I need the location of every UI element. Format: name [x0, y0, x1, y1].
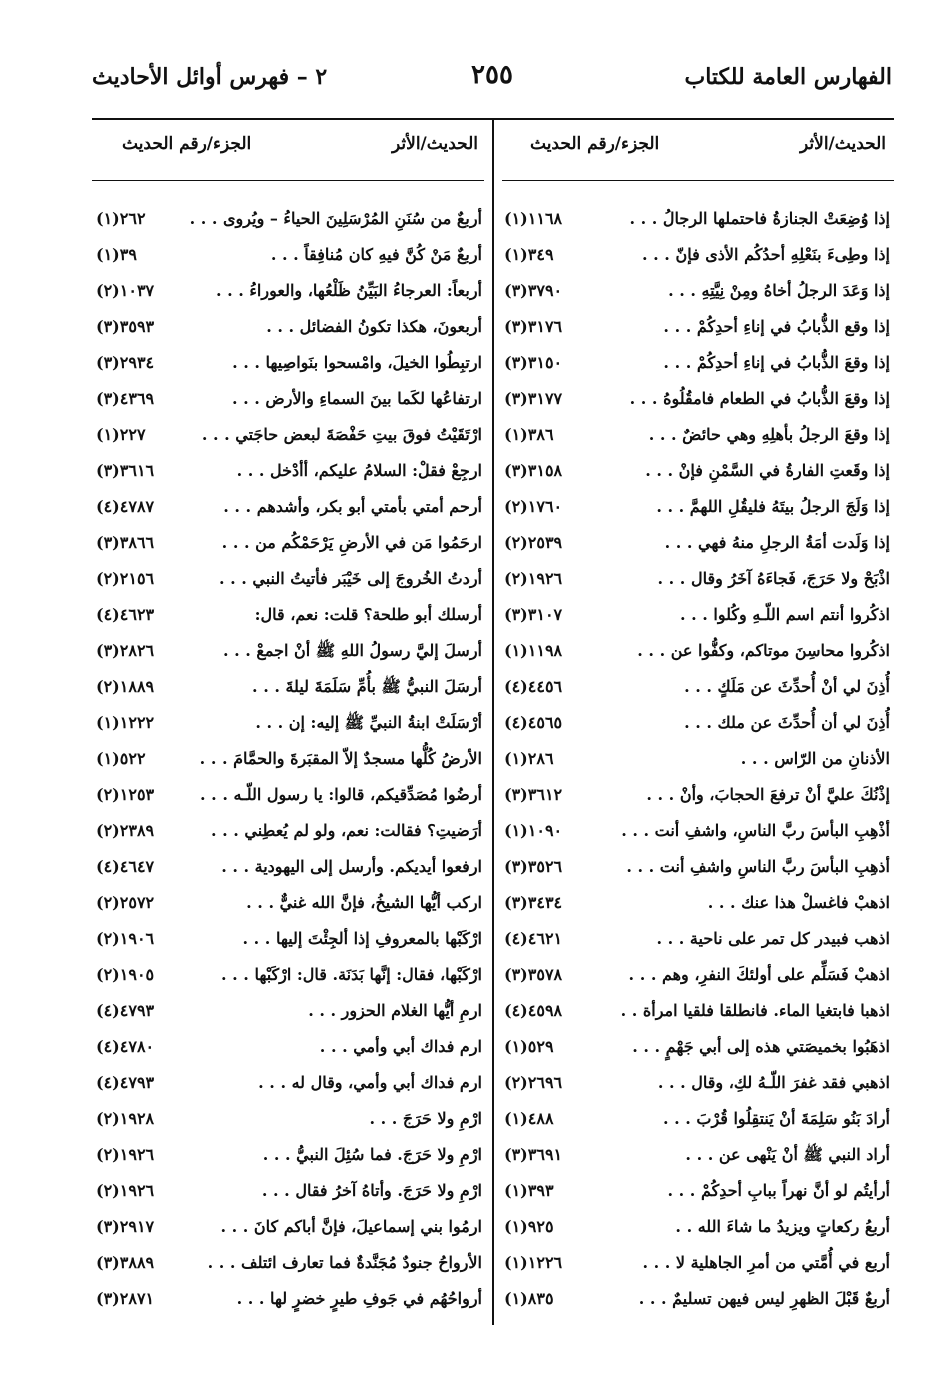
hadith-text: ارْكَبْها بالمعروفِ إذا ألجِئْتَ إليها . . . [242, 929, 482, 948]
volume-hadith-number: (١)١١٦٨ [504, 202, 596, 236]
hadith-text: أربعٌ من سُنَنِ المُرْسَلِينَ الحياءُ – ويُروى . . . [189, 209, 482, 228]
hadith-text: أربعونَ، هكذا تكونُ الفضائل . . . [266, 317, 482, 336]
hadith-text: أرسلَ إليَّ رسولُ اللهِ ﷺ أنْ اجمعْ . . . [222, 641, 482, 660]
hadith-entry [94, 1282, 486, 1318]
reference-column-label: الجزء/رقم الحديث [530, 134, 660, 154]
hadith-entry [94, 274, 486, 310]
hadith-entry [502, 1102, 894, 1138]
right-column [502, 128, 894, 1318]
hadith-entry [502, 1246, 894, 1282]
hadith-entry [502, 850, 894, 886]
hadith-entry [502, 562, 894, 598]
hadith-text: إذْنُكَ عليَّ أنْ ترفعَ الحجابَ، وأنْ . . . [646, 785, 890, 804]
volume-hadith-number: (٣)٣١٥٨ [504, 454, 596, 488]
volume-hadith-number: (٣)٣٥٩٣ [96, 310, 188, 344]
page-number: ٢٥٥ [471, 60, 513, 90]
volume-hadith-number: (٢)١٩٠٥ [96, 958, 188, 992]
hadith-text: الأرضُ كُلُّها مسجدٌ إلاّ المقبَرةَ والحمَّامَ . . . [199, 749, 482, 768]
hadith-text: ارمُوا بني إسماعيلَ، فإنَّ أباكم كانَ . . . [220, 1217, 482, 1236]
hadith-entry [94, 670, 486, 706]
hadith-entry [502, 1138, 894, 1174]
volume-hadith-number: (١)١١٩٨ [504, 634, 596, 668]
hadith-text: ارْتَقَيْتُ فوقَ بيتِ حَفْصَةَ لبعض حاجَتي . . . [201, 425, 482, 444]
hadith-text: إذا وقعَ الرجلُ بأهلِهِ وهي حائضٌ . . . [648, 425, 890, 444]
hadith-text: إذا وَلَجَ الرجلُ بيتَهُ فليقُلِ اللهمَّ . . . [656, 497, 890, 516]
hadith-entry [502, 634, 894, 670]
hadith-entry [502, 778, 894, 814]
column-header [94, 128, 486, 168]
hadith-entry [502, 886, 894, 922]
volume-hadith-number: (٤)٤٦٤٧ [96, 850, 188, 884]
index-title: ٢ – فهرس أوائل الأحاديث [92, 64, 328, 90]
hadith-entry [502, 238, 894, 274]
hadith-entry [502, 418, 894, 454]
volume-hadith-number: (٤)٤٤٥٦ [504, 670, 596, 704]
hadith-list [502, 202, 894, 1318]
hadith-text: ارمِ أيُّها الغلام الحزور . . . [308, 1001, 482, 1020]
hadith-text: أربع في أُمَّتي من أمرِ الجاهلية لا . . . [642, 1253, 890, 1272]
volume-hadith-number: (٢)١٨٨٩ [96, 670, 188, 704]
hadith-text: ارْمِ ولا حَرَجَ . . . [369, 1109, 482, 1128]
volume-hadith-number: (٢)١٩٢٨ [96, 1102, 188, 1136]
volume-hadith-number: (١)٢٨٦ [504, 742, 596, 776]
hadith-entry [502, 526, 894, 562]
volume-hadith-number: (٢)١٩٠٦ [96, 922, 188, 956]
hadith-text: إذا وقعَ الذُّبابُ في إناءِ أحدِكُمْ . . . [663, 353, 890, 372]
volume-hadith-number: (٢)١٢٥٣ [96, 778, 188, 812]
hadith-text: أرضُوا مُصَدِّقيكم، قالوا: يا رسول اللّـه . . . [200, 785, 482, 804]
hadith-entry [94, 1030, 486, 1066]
volume-hadith-number: (١)٩٢٥ [504, 1210, 596, 1244]
hadith-text: ارتفاعُها لكَما بينَ السماءِ والأرض . . . [232, 389, 482, 408]
hadith-text: اذهبْ فَسَلِّم على أولئكَ النفرِ، وهم . . . [628, 965, 890, 984]
volume-hadith-number: (٣)٣١٧٧ [504, 382, 596, 416]
hadith-text: أُذِنَ لي أن أُحدِّثَ عن ملك . . . [684, 713, 890, 732]
hadith-entry [502, 1066, 894, 1102]
column-header [502, 128, 894, 168]
hadith-entry [502, 706, 894, 742]
hadith-entry [502, 922, 894, 958]
reference-column-label: الجزء/رقم الحديث [122, 134, 252, 154]
volume-hadith-number: (٣)٣٦١٢ [504, 778, 596, 812]
hadith-entry [94, 562, 486, 598]
volume-hadith-number: (١)٥٢٩ [504, 1030, 596, 1064]
volume-hadith-number: (٢)٢٥٣٩ [504, 526, 596, 560]
hadith-entry [502, 742, 894, 778]
hadith-text: إذا وقعَ الذُّبابُ في الطعام فامقُلُوهُ . . . [629, 389, 890, 408]
column-divider [492, 120, 494, 1325]
hadith-text: أراد النبي ﷺ أنْ يَنْهى عن . . . [685, 1145, 890, 1164]
hadith-text: أردتُ الخُروجَ إلى خَيْبَر فأتيتُ النبي . . . [218, 569, 482, 588]
hadith-text: أربعُ ركعاتٍ ويزيدُ ما شاءَ الله . . [675, 1217, 890, 1236]
hadith-entry [94, 886, 486, 922]
hadith-entry [94, 994, 486, 1030]
volume-hadith-number: (٣)٣٦٩١ [504, 1138, 596, 1172]
hadith-entry [502, 382, 894, 418]
volume-hadith-number: (١)٨٣٥ [504, 1282, 596, 1316]
hadith-entry [94, 1066, 486, 1102]
volume-hadith-number: (٣)٣١٥٠ [504, 346, 596, 380]
volume-hadith-number: (٢)١٩٢٦ [504, 562, 596, 596]
hadith-entry [502, 274, 894, 310]
hadith-entry [94, 310, 486, 346]
hadith-entry [94, 238, 486, 274]
hadith-text: أربعٌ مَنْ كُنَّ فيهِ كان مُنافِقاً . . . [270, 245, 482, 264]
hadith-list [94, 202, 486, 1318]
volume-hadith-number: (٤)٤٧٨٧ [96, 490, 188, 524]
hadith-entry [94, 958, 486, 994]
volume-hadith-number: (٤)٤٥٩٨ [504, 994, 596, 1028]
left-column [94, 128, 486, 1318]
hadith-text: اذْبَحْ ولا حَرَجَ، فَجاءَهُ آخَرُ وقال . . . [657, 569, 890, 588]
hadith-text: أرسلك أبو طلحة؟ قلت: نعم، قال: [254, 605, 482, 624]
volume-hadith-number: (٤)٤٧٩٣ [96, 1066, 188, 1100]
hadith-text: اذهَبُوا بخميصَتي هذه إلى أبي جَهْمٍ . . . [632, 1037, 890, 1056]
hadith-entry [94, 598, 486, 634]
hadith-text: ارْمِ ولا حَرَجَ. وأتاهُ آخرُ فقال . . . [261, 1181, 482, 1200]
volume-hadith-number: (٣)٣٧٩٠ [504, 274, 596, 308]
hadith-text: ارجِعْ فقلْ: السلامُ عليكم، أأدْخل . . . [236, 461, 482, 480]
volume-hadith-number: (٣)٣١٧٦ [504, 310, 596, 344]
volume-hadith-number: (١)٣٩٣ [504, 1174, 596, 1208]
volume-hadith-number: (١)٢٦٢ [96, 202, 188, 236]
volume-hadith-number: (١)٣٤٩ [504, 238, 596, 272]
volume-hadith-number: (٤)٤٧٩٣ [96, 994, 188, 1028]
volume-hadith-number: (١)٣٩ [96, 238, 188, 272]
hadith-text: إذا وقع الذُّبابُ في إناءِ أحدِكُمْ . . . [663, 317, 890, 336]
hadith-text: أرسَلَ النبيُّ ﷺ بأُمِّ سَلَمَةَ ليلةَ . . . [252, 677, 482, 696]
volume-hadith-number: (٢)٢١٥٦ [96, 562, 188, 596]
volume-hadith-number: (١)١٢٢٦ [504, 1246, 596, 1280]
hadith-text: أذْهِبِ البأسَ ربَّ الناسِ، واشفِ أنت . . . [621, 821, 890, 840]
hadith-entry [502, 598, 894, 634]
volume-hadith-number: (٣)٤٣٦٩ [96, 382, 188, 416]
hadith-entry [94, 742, 486, 778]
volume-hadith-number: (٢)٢٦٩٦ [504, 1066, 596, 1100]
hadith-text: إذا وَعَدَ الرجلُ أخاهُ ومِنْ نِيَّتِهِ . . . [668, 281, 890, 300]
volume-hadith-number: (٤)٤٧٨٠ [96, 1030, 188, 1064]
hadith-entry [94, 1210, 486, 1246]
volume-hadith-number: (٣)٣٥٧٨ [504, 958, 596, 992]
volume-hadith-number: (١)١٠٩٠ [504, 814, 596, 848]
hadith-entry [502, 1030, 894, 1066]
hadith-entry [94, 418, 486, 454]
hadith-entry [502, 958, 894, 994]
book-section-title: الفهارس العامة للكتاب [684, 64, 892, 90]
hadith-text: أرواحُهُم في جَوفِ طيرٍ خضرٍ لها . . . [236, 1289, 482, 1308]
hadith-entry [502, 454, 894, 490]
hadith-text: ارتبِطُوا الخيلَ، وامْسحوا بنَواصِيها . . . [232, 353, 482, 372]
volume-hadith-number: (٤)٤٥٦٥ [504, 706, 596, 740]
hadith-entry [94, 526, 486, 562]
hadith-text: ارفعوا أيديكم. وأرسل إلى اليهودية . . . [221, 857, 482, 876]
hadith-text: أربعٌ قَبْلَ الظهرِ ليس فيهن تسليمٌ . . . [638, 1289, 890, 1308]
volume-hadith-number: (٢)١٠٣٧ [96, 274, 188, 308]
hadith-text: اذهبْ فاغسلْ هذا عنك . . . [707, 893, 890, 912]
hadith-text: أُذِنَ لي أنْ أُحدِّثَ عن مَلَكٍ . . . [684, 677, 890, 696]
volume-hadith-number: (١)٢٢٧ [96, 418, 188, 452]
hadith-column-label: الحديث/الأثر [800, 134, 886, 154]
hadith-text: أرحم أمتي بأمتي أبو بكر، وأشدهم . . . [223, 497, 482, 516]
volume-hadith-number: (٢)١٧٦٠ [504, 490, 596, 524]
hadith-column-label: الحديث/الأثر [392, 134, 478, 154]
hadith-entry [94, 1138, 486, 1174]
hadith-text: ارم فداك أبي وأمي، وقال له . . . [258, 1073, 482, 1092]
hadith-text: الأذنانِ من الرّاس . . . [740, 749, 890, 768]
hadith-entry [502, 994, 894, 1030]
volume-hadith-number: (٣)٢٨٢٦ [96, 634, 188, 668]
volume-hadith-number: (٣)٢٩١٧ [96, 1210, 188, 1244]
hadith-text: الأرواحُ جنودٌ مُجَنَّدةٌ فما تعارف ائتلف . . . [207, 1253, 482, 1272]
volume-hadith-number: (٣)٢٩٣٤ [96, 346, 188, 380]
volume-hadith-number: (٢)٢٣٨٩ [96, 814, 188, 848]
hadith-text: إذا وقَعتِ الفارةُ في السَّمْنِ فإنْ . . . [645, 461, 890, 480]
hadith-entry [502, 1174, 894, 1210]
hadith-text: اذهبا فابتغيا الماء. فانطلقا فلقيا امرأة . . [620, 1001, 890, 1020]
hadith-entry [502, 310, 894, 346]
hadith-text: اذكُروا أنتم اسم اللّـهِ وكُلوا . . . [680, 605, 890, 624]
hadith-text: أرْسَلَتْ ابنةُ النبيِّ ﷺ إليه: إن . . . [255, 713, 482, 732]
volume-hadith-number: (١)١٢٢٢ [96, 706, 188, 740]
hadith-entry [502, 202, 894, 238]
volume-hadith-number: (٣)٣٥٢٦ [504, 850, 596, 884]
hadith-text: ارحَمُوا مَن في الأرضِ يَرْحَمْكُم من . . . [221, 533, 482, 552]
hadith-entry [502, 1210, 894, 1246]
hadith-entry [94, 346, 486, 382]
hadith-text: اركب أيُّها الشيخُ، فإنَّ الله غنيٌّ . . . [246, 893, 482, 912]
volume-hadith-number: (٣)٣٦١٦ [96, 454, 188, 488]
volume-hadith-number: (٣)٣١٠٧ [504, 598, 596, 632]
hadith-text: أرادَ بَنُو سَلِمَةَ أنْ يَنتقِلُوا قُرْبَ . . . [662, 1109, 890, 1128]
hadith-entry [94, 1246, 486, 1282]
hadith-text: ارْمِ ولا حَرَجَ. فما سُئِلَ النبيُّ . . . [262, 1145, 482, 1164]
hadith-entry [94, 382, 486, 418]
hadith-text: ارْكَبْها، فقال: إنَّها بَدَنَة. قال: ارْكَبْها . . . [221, 965, 482, 984]
volume-hadith-number: (٣)٣٨٦٦ [96, 526, 188, 560]
hadith-entry [94, 1102, 486, 1138]
volume-hadith-number: (٣)٣٤٣٤ [504, 886, 596, 920]
volume-hadith-number: (١)٥٢٢ [96, 742, 188, 776]
running-header [92, 60, 892, 108]
hadith-entry [502, 490, 894, 526]
volume-hadith-number: (٢)١٩٢٦ [96, 1174, 188, 1208]
hadith-text: اذهبي فقد غفرَ اللّـهُ لكِ، وقال . . . [657, 1073, 890, 1092]
hadith-entry [502, 1282, 894, 1318]
volume-hadith-number: (٣)٣٨٨٩ [96, 1246, 188, 1280]
hadith-text: أربعاً: العرجاءُ البَيِّنُ ظَلْعُها، والعوراءُ . . . [215, 281, 482, 300]
hadith-text: إذا وَلَدت أمَةُ الرجلِ منهُ فهي . . . [664, 533, 890, 552]
volume-hadith-number: (١)٤٨٨ [504, 1102, 596, 1136]
hadith-entry [94, 490, 486, 526]
hadith-text: اذكُروا محاسِنَ موتاكم، وكفُّوا عن . . . [637, 641, 890, 660]
hadith-entry [94, 202, 486, 238]
hadith-entry [502, 670, 894, 706]
volume-hadith-number: (٢)١٩٢٦ [96, 1138, 188, 1172]
hadith-text: إذا وطِىءَ بنَعْلِهِ أحدُكُم الأذى فإنّ . . . [642, 245, 890, 264]
volume-hadith-number: (٤)٤٦٢٣ [96, 598, 188, 632]
hadith-text: ارم فداك أبي وأمي . . . [319, 1037, 482, 1056]
hadith-entry [502, 346, 894, 382]
hadith-entry [94, 454, 486, 490]
volume-hadith-number: (٣)٢٨٧١ [96, 1282, 188, 1316]
hadith-text: إذا وُضِعَتْ الجنازةُ فاحتملها الرجالُ . . . [629, 209, 890, 228]
hadith-entry [502, 814, 894, 850]
hadith-entry [94, 850, 486, 886]
hadith-entry [94, 922, 486, 958]
hadith-text: أرأيتُم لو أنَّ نهراً ببابِ أحدِكُمْ . . . [667, 1181, 890, 1200]
hadith-entry [94, 1174, 486, 1210]
hadith-entry [94, 634, 486, 670]
hadith-entry [94, 814, 486, 850]
hadith-entry [94, 706, 486, 742]
hadith-text: اذهب فبيدر كل تمر على ناحية . . . [656, 929, 890, 948]
hadith-text: أرَضيتِ؟ فقالت: نعم، ولو لم يُعطِني . . . [210, 821, 482, 840]
hadith-text: أذهِبِ البأسَ ربَّ الناسِ واشفِ أنت . . . [626, 857, 890, 876]
volume-hadith-number: (٢)٢٥٧٢ [96, 886, 188, 920]
hadith-entry [94, 778, 486, 814]
volume-hadith-number: (١)٣٨٦ [504, 418, 596, 452]
volume-hadith-number: (٤)٤٦٢١ [504, 922, 596, 956]
